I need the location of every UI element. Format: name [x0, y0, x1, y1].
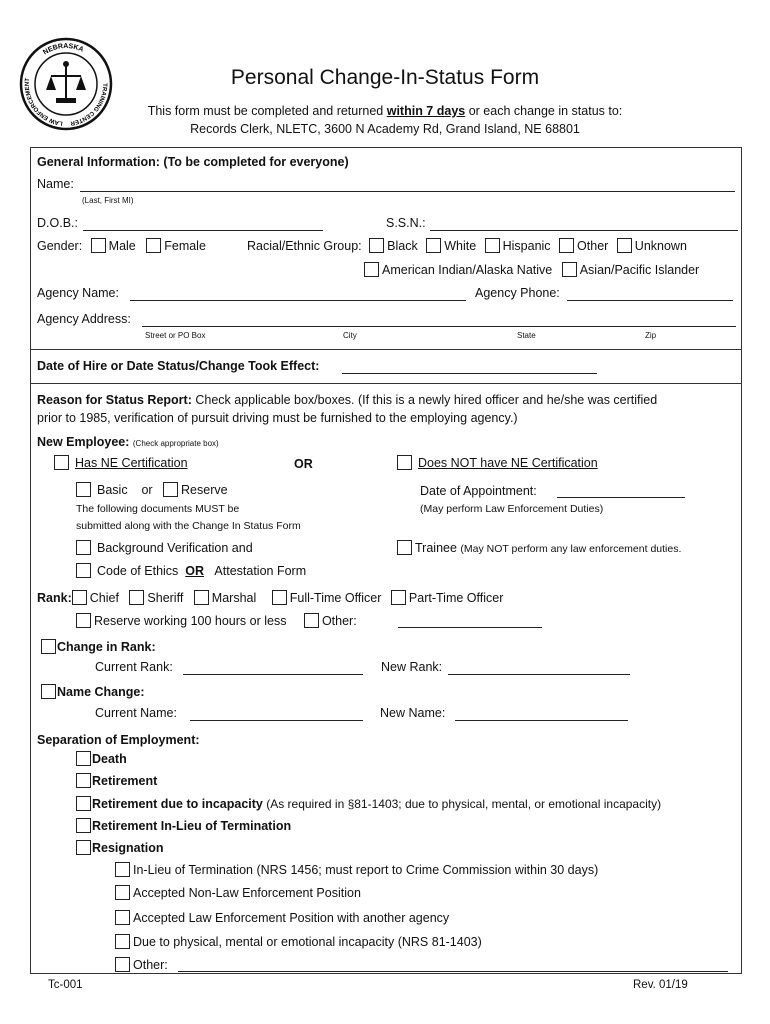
- resign-nonle-checkbox[interactable]: [115, 885, 130, 900]
- basic-reserve-row: [76, 482, 228, 497]
- reason-line-1: [37, 393, 657, 407]
- resign-other-field[interactable]: [178, 971, 728, 972]
- ethics-checkbox[interactable]: [76, 563, 91, 578]
- sheriff-label: Sheriff: [147, 591, 184, 605]
- new-employee-hint: (Check appropriate box): [132, 439, 219, 448]
- name-change-row: [41, 684, 145, 699]
- unknown-label: Unknown: [634, 239, 687, 253]
- change-rank-checkbox[interactable]: [41, 639, 56, 654]
- reason-heading: Reason for Status Report:: [37, 393, 192, 407]
- gender-row: [37, 238, 206, 253]
- address-hint-city: City: [343, 331, 357, 340]
- change-rank-label: Change in Rank:: [57, 640, 156, 654]
- retirement-lieu-checkbox[interactable]: [76, 818, 91, 833]
- hire-date-label: Date of Hire or Date Status/Change Took Effect:: [37, 359, 320, 373]
- other-race-label: Other: [577, 239, 609, 253]
- resign-incapacity-row: [115, 934, 482, 949]
- parttime-label: Part-Time Officer: [408, 591, 504, 605]
- new-rank-label: New Rank:: [381, 660, 443, 674]
- address-hint-state: State: [517, 331, 536, 340]
- general-heading: General Information: (To be completed for everyone): [37, 155, 349, 169]
- svg-text:LAW ENFORCEMENT: LAW ENFORCEMENT: [24, 77, 64, 126]
- new-employee-row: [37, 435, 219, 449]
- date-appointment-field[interactable]: [557, 497, 685, 498]
- trainee-row: [397, 540, 681, 555]
- retirement-lieu-row: [76, 818, 291, 833]
- dob-field[interactable]: [83, 230, 323, 231]
- dob-label: D.O.B.:: [37, 216, 78, 230]
- resign-other-label: Other:: [133, 958, 168, 972]
- retirement-incapacity-note: (As required in §81-1403; due to physical, mental, or emotional incapacity): [262, 797, 662, 811]
- agency-name-label: Agency Name:: [37, 286, 119, 300]
- retirement-checkbox[interactable]: [76, 773, 91, 788]
- instr-post: or each change in status to:: [465, 104, 623, 118]
- black-label: Black: [387, 239, 418, 253]
- sheriff-checkbox[interactable]: [129, 590, 144, 605]
- unknown-checkbox[interactable]: [617, 238, 632, 253]
- separation-heading: Separation of Employment:: [37, 733, 200, 747]
- resign-le-row: [115, 910, 449, 925]
- name-label: Name:: [37, 177, 74, 191]
- reserve-checkbox[interactable]: [163, 482, 178, 497]
- female-checkbox[interactable]: [146, 238, 161, 253]
- revision: Rev. 01/19: [633, 979, 688, 991]
- retirement-incapacity-row: [76, 796, 661, 811]
- rank-other-checkbox[interactable]: [304, 613, 319, 628]
- death-checkbox[interactable]: [76, 751, 91, 766]
- new-rank-field[interactable]: [448, 674, 630, 675]
- trainee-note: (May NOT perform any law enforcement duties.: [460, 543, 682, 555]
- rank-other-label: Other:: [321, 614, 357, 628]
- male-checkbox[interactable]: [91, 238, 106, 253]
- retirement-label: Retirement: [92, 774, 158, 788]
- address-hint-zip: Zip: [645, 331, 657, 340]
- agency-name-field[interactable]: [130, 300, 466, 301]
- white-label: White: [444, 239, 477, 253]
- basic-checkbox[interactable]: [76, 482, 91, 497]
- return-address: Records Clerk, NLETC, 3600 N Academy Rd, Grand Island, NE 68801: [190, 122, 580, 136]
- docs-note-1: The following documents MUST be: [76, 503, 240, 515]
- fulltime-label: Full-Time Officer: [289, 591, 382, 605]
- trainee-checkbox[interactable]: [397, 540, 412, 555]
- may-perform-note: (May perform Law Enforcement Duties): [420, 503, 604, 515]
- rank-row-2: [76, 613, 357, 628]
- resign-nonle-row: [115, 885, 361, 900]
- chief-label: Chief: [89, 591, 119, 605]
- parttime-checkbox[interactable]: [391, 590, 406, 605]
- agency-phone-field[interactable]: [567, 300, 733, 301]
- no-cert-checkbox[interactable]: [397, 455, 412, 470]
- retirement-incapacity-label: Retirement due to incapacity: [92, 797, 263, 811]
- rank-label: Rank:: [37, 591, 72, 605]
- race-row: [247, 238, 687, 253]
- reserve100-label: Reserve working 100 hours or less: [94, 614, 287, 628]
- fulltime-checkbox[interactable]: [272, 590, 287, 605]
- reason-text-1: Check applicable box/boxes. (If this is a newly hired officer and he/she was certified: [191, 393, 658, 407]
- no-cert-row: [397, 455, 598, 470]
- resign-lieu-label: In-Lieu of Termination (NRS 1456; must report to Crime Commission within 30 days): [133, 863, 599, 877]
- current-rank-field[interactable]: [183, 674, 363, 675]
- current-name-field[interactable]: [190, 720, 363, 721]
- section-divider: [30, 349, 742, 350]
- has-cert-row: [54, 455, 188, 470]
- new-name-label: New Name:: [380, 706, 446, 720]
- trainee-label: Trainee: [415, 541, 457, 555]
- name-change-checkbox[interactable]: [41, 684, 56, 699]
- has-cert-checkbox[interactable]: [54, 455, 69, 470]
- american-indian-label: American Indian/Alaska Native: [382, 263, 553, 277]
- form-id: Tc-001: [48, 979, 83, 991]
- deadline: within 7 days: [386, 104, 466, 118]
- marshal-label: Marshal: [211, 591, 257, 605]
- date-appointment-label: Date of Appointment:: [420, 484, 537, 498]
- hire-date-field[interactable]: [342, 373, 597, 374]
- white-checkbox[interactable]: [426, 238, 441, 253]
- resign-le-label: Accepted Law Enforcement Position with another agency: [133, 911, 450, 925]
- instr-pre: This form must be completed and returned: [147, 104, 387, 118]
- hispanic-checkbox[interactable]: [485, 238, 500, 253]
- hispanic-label: Hispanic: [502, 239, 551, 253]
- ssn-field[interactable]: [430, 230, 738, 231]
- svg-text:TRAINING CENTER: TRAINING CENTER: [69, 83, 108, 126]
- retirement-lieu-label: Retirement In-Lieu of Termination: [92, 819, 292, 833]
- retirement-row: [76, 773, 157, 788]
- resignation-checkbox[interactable]: [76, 840, 91, 855]
- rank-other-field[interactable]: [398, 627, 542, 628]
- current-name-label: Current Name:: [95, 706, 177, 720]
- resignation-label: Resignation: [92, 841, 164, 855]
- name-hint: (Last, First MI): [82, 196, 134, 205]
- agency-phone-label: Agency Phone:: [475, 286, 560, 300]
- asian-label: Asian/Pacific Islander: [579, 263, 700, 277]
- no-cert-label: Does NOT have NE Certification: [418, 456, 598, 470]
- ssn-label: S.S.N.:: [386, 216, 426, 230]
- marshal-checkbox[interactable]: [194, 590, 209, 605]
- reason-text-2: prior to 1985, verification of pursuit driving must be furnished to the employing agency.): [37, 411, 518, 425]
- death-row: [76, 751, 127, 766]
- reserve100-checkbox[interactable]: [76, 613, 91, 628]
- change-rank-row: [41, 639, 156, 654]
- docs-note-2: submitted along with the Change In Status Form: [76, 520, 301, 532]
- resign-other-row: [115, 957, 168, 972]
- resign-incapacity-label: Due to physical, mental or emotional incapacity (NRS 81-1403): [133, 935, 482, 949]
- svg-text:NEBRASKA: NEBRASKA: [42, 43, 85, 57]
- name-field[interactable]: [80, 191, 735, 192]
- ethics-or: OR: [185, 564, 204, 578]
- chief-checkbox[interactable]: [72, 590, 87, 605]
- background-label: Background Verification and: [97, 541, 253, 555]
- rank-row: [37, 590, 503, 605]
- ethics-label: Code of Ethics: [97, 564, 179, 578]
- resign-lieu-row: [115, 862, 598, 877]
- resign-incapacity-checkbox[interactable]: [115, 934, 130, 949]
- male-label: Male: [108, 239, 136, 253]
- resignation-row: [76, 840, 164, 855]
- has-cert-label: Has NE Certification: [75, 456, 188, 470]
- asian-checkbox[interactable]: [562, 262, 577, 277]
- resign-nonle-label: Accepted Non-Law Enforcement Position: [133, 886, 361, 900]
- address-hint-street: Street or PO Box: [145, 331, 206, 340]
- new-employee-label: New Employee:: [37, 435, 130, 449]
- cert-or: OR: [294, 457, 313, 471]
- reserve-label: Reserve: [181, 483, 228, 497]
- death-label: Death: [92, 752, 127, 766]
- basic-label: Basic: [97, 483, 128, 497]
- resign-le-checkbox[interactable]: [115, 910, 130, 925]
- new-name-field[interactable]: [455, 720, 628, 721]
- resign-lieu-checkbox[interactable]: [115, 862, 130, 877]
- gender-label: Gender:: [37, 239, 83, 253]
- agency-address-field[interactable]: [142, 326, 736, 327]
- instructions: [0, 104, 770, 118]
- name-change-label: Name Change:: [57, 685, 145, 699]
- ethics-row: [76, 563, 306, 578]
- current-rank-label: Current Rank:: [95, 660, 173, 674]
- race-label: Racial/Ethnic Group:: [247, 239, 362, 253]
- attestation-label: Attestation Form: [214, 564, 307, 578]
- page-title: Personal Change-In-Status Form: [230, 66, 540, 89]
- section-divider: [30, 383, 742, 384]
- background-row: [76, 540, 253, 555]
- female-label: Female: [164, 239, 206, 253]
- american-indian-checkbox[interactable]: [364, 262, 379, 277]
- basic-or: or: [141, 483, 153, 497]
- agency-address-label: Agency Address:: [37, 312, 131, 326]
- retirement-incapacity-checkbox[interactable]: [76, 796, 91, 811]
- resign-other-checkbox[interactable]: [115, 957, 130, 972]
- background-checkbox[interactable]: [76, 540, 91, 555]
- other-race-checkbox[interactable]: [559, 238, 574, 253]
- black-checkbox[interactable]: [369, 238, 384, 253]
- race-row-2: [364, 262, 699, 277]
